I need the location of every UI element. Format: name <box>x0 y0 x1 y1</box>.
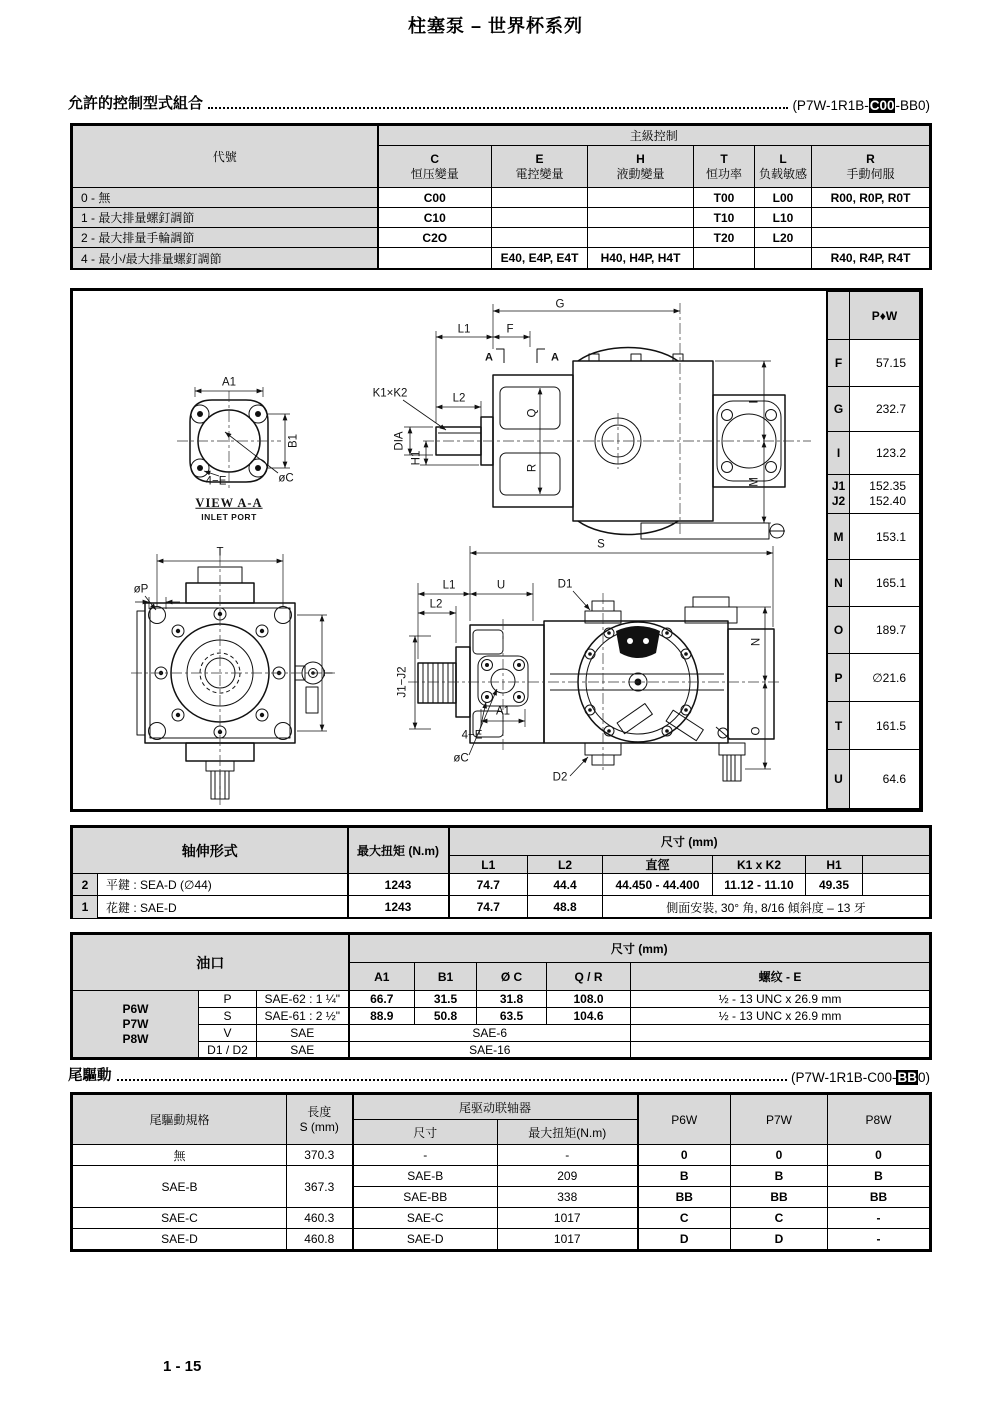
dim-label: INLET PORT <box>201 511 257 522</box>
col-header-code: 代號 <box>73 126 378 188</box>
table-row: P6W P7W P8W P SAE-62 : 1 ¼" 66.7 31.5 31.8 108.0 ½ - 13 UNC x 26.9 mm <box>73 991 930 1008</box>
dim-label: T <box>216 546 224 559</box>
pump-models-cell: P6W P7W P8W <box>73 991 199 1058</box>
dim-label: L1 <box>457 323 471 336</box>
table-row: SAE-D 460.8 SAE-D 1017 D D - <box>73 1229 930 1250</box>
table-row: 1 花鍵 : SAE-D 1243 74.7 48.8 側面安裝, 30° 角, 8/16 傾斜度 – 13 牙 <box>73 896 930 919</box>
table-row: M 153.1 <box>828 514 920 560</box>
dim-label: R <box>526 463 539 473</box>
dimension-value-panel <box>826 291 920 809</box>
dim-label: L2 <box>452 392 466 405</box>
table-row: U 64.6 <box>828 750 920 809</box>
dim-label: A1 <box>221 376 237 389</box>
model-code: (P7W-1R1B-C00-BB0) <box>790 1070 930 1085</box>
technical-drawing-panel <box>70 288 923 812</box>
dim-label: O <box>750 726 763 736</box>
dim-label: T <box>323 669 336 677</box>
shaft-header: 轴伸形式 <box>73 828 348 874</box>
table-row: A1 B1 Ø C Q / R 螺纹 - E <box>73 963 930 991</box>
table-row: 0 - 無 C00 T00 L00 R00, R0P, R0T <box>73 188 930 208</box>
table-row: 尾驅動規格 長度 S (mm) 尾驱动联轴器 P6W P7W P8W <box>73 1095 930 1120</box>
dim-label: M <box>748 477 761 487</box>
table-row: F 57.15 <box>828 340 920 387</box>
dim-label: Q <box>526 408 539 418</box>
table-row: D1 / D2 SAE SAE-16 <box>73 1042 930 1058</box>
table-row: O 189.7 <box>828 607 920 654</box>
dim-label: A1 <box>495 705 511 718</box>
dim-label: B1 <box>287 433 300 449</box>
table-row: G 232.7 <box>828 387 920 432</box>
dim-label: DIA <box>393 431 406 451</box>
page-number: 1 - 15 <box>163 1358 202 1375</box>
table-row: 尺寸 最大扭矩(N.m) <box>73 1120 930 1145</box>
ports-table <box>70 932 932 1060</box>
dim-label: S <box>597 538 605 551</box>
model-code: (P7W-1R1B-C00-BB0) <box>792 98 930 113</box>
shaft-table <box>70 825 932 919</box>
dim-label: J1−J2 <box>396 666 409 698</box>
dim-label: 4−E <box>205 475 227 488</box>
dim-label: G <box>555 298 565 311</box>
dim-label: øC <box>278 472 294 485</box>
table-row: J1 J2 152.35 152.40 <box>828 475 920 514</box>
control-section-heading <box>68 92 930 113</box>
group-header: 主級控制 <box>378 126 930 146</box>
dotted-leader <box>117 1079 787 1081</box>
dim-label: L1 <box>442 579 456 592</box>
table-row: S SAE-61 : 2 ½" 88.9 50.8 63.5 104.6 ½ - 13 UNC x 26.9 mm <box>73 1008 930 1025</box>
table-row: N 165.1 <box>828 560 920 607</box>
dim-label: øC <box>453 752 469 765</box>
dim-label: øP <box>133 583 149 596</box>
table-row: 無 370.3 - - 0 0 0 <box>73 1145 930 1166</box>
dims-header: P♦W <box>850 292 920 340</box>
dim-label: A <box>485 351 493 364</box>
section-title: 尾驅動 <box>68 1068 112 1084</box>
code-highlight: BB <box>897 1070 917 1085</box>
table-row: 油口 尺寸 (mm) <box>73 935 930 963</box>
code-highlight: C00 <box>869 98 895 113</box>
table-row: C 恒压變量 E 電控變量 H 液動變量 T 恒功率 L 负载敏感 R 手動伺服 <box>73 146 930 188</box>
table-row: 1 - 最大排量螺釘調節 C10 T10 L10 <box>73 208 930 228</box>
dim-label: N <box>750 637 763 647</box>
dotted-leader <box>208 107 788 109</box>
table-row: P ∅21.6 <box>828 654 920 702</box>
pump-drawing <box>73 291 833 809</box>
dim-label: 4−E <box>461 729 483 742</box>
table-row: SAE-BB 338 BB BB BB <box>73 1187 930 1208</box>
table-row: SAE-B 367.3 SAE-B 209 B B B <box>73 1166 930 1187</box>
table-row <box>828 292 920 340</box>
table-row: SAE-C 460.3 SAE-C 1017 C C - <box>73 1208 930 1229</box>
table-row: T 161.5 <box>828 702 920 750</box>
dim-label: L2 <box>429 598 443 611</box>
dim-label: VIEW A-A <box>195 495 263 510</box>
table-row: 2 - 最大排量手輪調節 C2O T20 L20 <box>73 228 930 248</box>
tail-section-heading <box>68 1064 930 1085</box>
control-table <box>70 123 932 270</box>
table-row: 2 平鍵 : SEA-D (∅44) 1243 74.7 44.4 44.450 - 44.400 11.12 - 11.10 49.35 <box>73 874 930 896</box>
table-row: V SAE SAE-6 <box>73 1025 930 1042</box>
table-row: 轴伸形式 最大扭矩 (N.m) 尺寸 (mm) <box>73 828 930 856</box>
page-title: 柱塞泵 – 世界杯系列 <box>407 16 583 36</box>
dim-label: I <box>748 400 761 404</box>
dim-label: K1×K2 <box>372 387 408 400</box>
ports-header: 油口 <box>73 935 349 991</box>
table-row: I 123.2 <box>828 432 920 475</box>
section-title: 允許的控制型式組合 <box>68 95 204 112</box>
dim-label: H1 <box>410 450 423 466</box>
table-row <box>73 126 930 146</box>
dim-label: U <box>496 579 506 592</box>
dim-label: F <box>506 323 514 336</box>
table-row: 4 - 最小/最大排量螺釘調節 E40, E4P, E4T H40, H4P, H4T R40, R4P, R4T <box>73 248 930 269</box>
dim-label: D2 <box>552 771 568 784</box>
dim-label: A <box>551 351 559 364</box>
tail-drive-table <box>70 1092 932 1252</box>
table-row: L1 L2 直徑 K1 x K2 H1 <box>73 856 930 874</box>
dim-label: D1 <box>557 578 573 591</box>
